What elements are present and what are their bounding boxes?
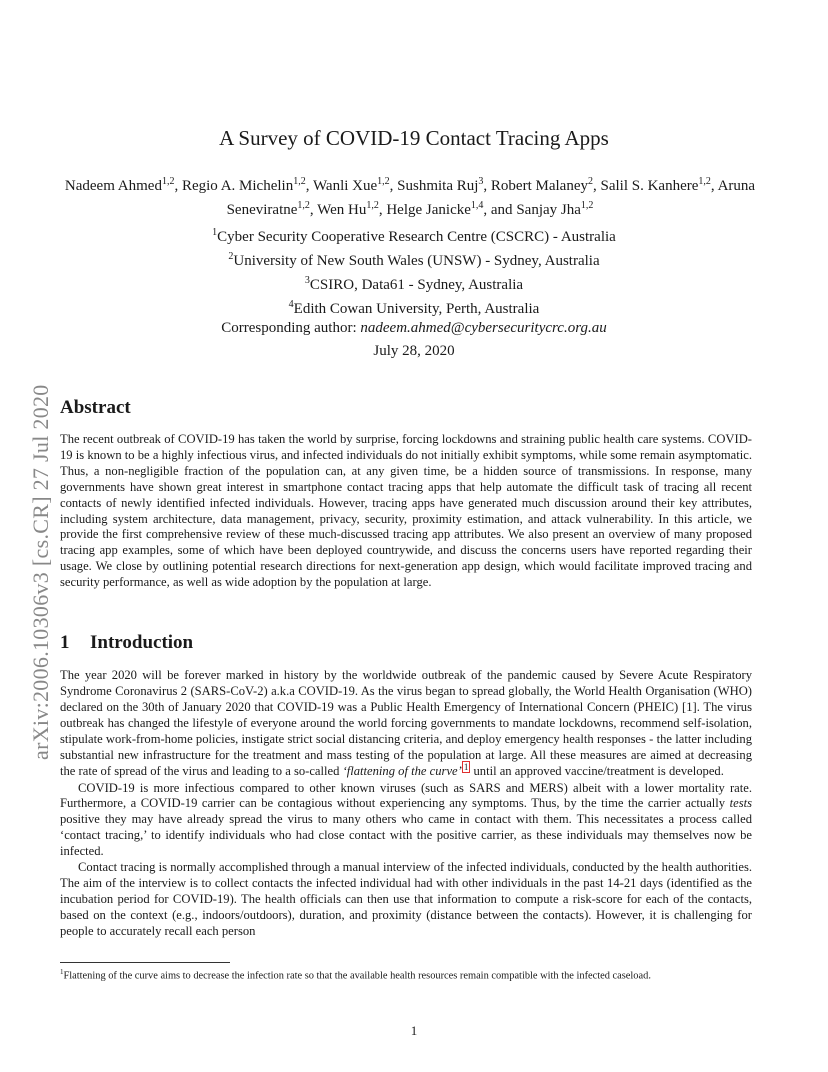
author: Wen Hu$^{1,2}$, — [317, 200, 387, 218]
author: Aruna Seneviratne$^{1,2}$, — [226, 178, 756, 218]
corresponding-author: Corresponding author: nadeem.ahmed@cybersecuritycrc.org.au — [221, 320, 607, 336]
publication-date: July 28, 2020 — [373, 343, 455, 359]
author: Sushmita Ruj$^3$, — [397, 176, 491, 194]
arxiv-identifier-stamp — [22, 300, 62, 760]
affiliation: $^4$Edith Cowan University, Perth, Australia — [288, 299, 540, 317]
footnote-divider — [60, 962, 230, 963]
paragraph: COVID-19 is more infectious compared to other known viruses (such as SARS and MERS) albeit with a lower mortality rate. Furthermore, a COVID-19 carrier can be contagious without experiencing any symptoms. Thus, by the time the carrier actually tests positive they may have already spread the virus to many others who came in contact with them. This necessitates a process called ‘contact tracing,’ to identify individuals who had close contact with the positive carrier, as these individuals may themselves now be infected. — [60, 780, 752, 859]
affiliation: $^3$CSIRO, Data61 - Sydney, Australia — [304, 275, 524, 293]
affiliation: $^1$Cyber Security Cooperative Research Centre (CSCRC) - Australia — [212, 227, 616, 245]
affiliation: $^2$University of New South Wales (UNSW) - Sydney, Australia — [228, 251, 600, 269]
page-number: 1 — [410, 1023, 418, 1038]
author: Sanjay Jha$^{1,2}$ — [516, 200, 594, 218]
author: Salil S. Kanhere$^{1,2}$, — [600, 176, 718, 194]
footnote-link[interactable]: 1 — [463, 762, 469, 773]
abstract-text: The recent outbreak of COVID-19 has taken the world by surprise, forcing lockdowns and straining public health care systems. COVID-19 is known to be a highly infectious virus, and infected individuals do not initially exhibit symptoms, while some remain asymptomatic. Thus, a non-negligible fraction of the population can, at any given time, be a hidden source of transmissions. In response, many governments have shown great interest in smartphone contact tracing apps that help automate the difficult task of tracing all recent contacts of newly identified infected individuals. However, tracing apps have generated much discussion around their key attributes, including system architecture, data management, privacy, security, proximity estimation, and attack vulnerability. In this article, we provide the first comprehensive review of these much-discussed tracing app attributes. We also present an overview of many proposed tracing app examples, some of which have been deployed countrywide, and discuss the concerns users have reported regarding their usage. We close by outlining potential research directions for next-generation app design, which would facilitate improved tracing and security performance, as well as wide adoption by the population at large. — [60, 432, 752, 590]
author: Wanli Xue$^{1,2}$, — [312, 176, 398, 194]
arxiv-identifier-text: arXiv:2006.10306v3 [cs.CR] 27 Jul 2020 — [28, 384, 53, 760]
author: Nadeem Ahmed$^{1,2}$, — [64, 176, 182, 194]
author: Robert Malaney$^2$, — [490, 176, 601, 194]
paragraph: The year 2020 will be forever marked in history by the worldwide outbreak of the pandemic caused by Severe Acute Respiratory Syndrome Coronavirus 2 (SARS-CoV-2) a.k.a COVID-19. As the virus began to spread globally, the World Health Organisation (WHO) declared on the 30th of January 2020 that COVID-19 was a Public Health Emergency of International Concern (PHEIC) [1]. The virus outbreak has changed the lifestyle of everyone around the world forcing governments to mandate lockdowns, recommend self-isolation, stipulate work-from-home policies, instigate strict social distancing criteria, and deploy emergency health responses - the latter including substantial new infrastructure for the treatment and mass testing of the population at large. All these measures are aimed at decreasing the rate of spread of the virus and leading to a so-called ‘flattening of the curve’ $^1$ until an approved vaccine/treatment is developed. — [60, 668, 752, 779]
affiliations — [0, 223, 828, 338]
corresponding-email[interactable]: nadeem.ahmed@cybersecuritycrc.org.au — [360, 320, 607, 336]
paper-title: A Survey of COVID-19 Contact Tracing Apps — [219, 126, 609, 150]
author: Helge Janicke$^{1,4}$, and — [386, 200, 517, 218]
section-number: 1 — [60, 632, 70, 653]
author-list — [60, 172, 760, 220]
section-body — [60, 668, 752, 940]
section-title: Introduction — [90, 632, 194, 653]
paragraph: Contact tracing is normally accomplished through a manual interview of the infected individuals, conducted by the health authorities. The aim of the interview is to collect contacts the infected individual had with other individuals in the past 14-21 days (identified as the incubation period for COVID-19). The health officials can then use that information to compute a risk-score for each of the contacts, based on the context (e.g., indoors/outdoors), duration, and proximity (distance between the contacts). However, it is challenging for people to accurately recall each person — [60, 860, 752, 938]
footnote: $^1$Flattening of the curve aims to decrease the infection rate so that the available health resources remain compatible with the infected caseload. — [60, 968, 651, 982]
section-heading — [60, 632, 193, 654]
abstract-heading: Abstract — [60, 397, 131, 418]
author: Regio A. Michelin$^{1,2}$, — [181, 176, 313, 194]
